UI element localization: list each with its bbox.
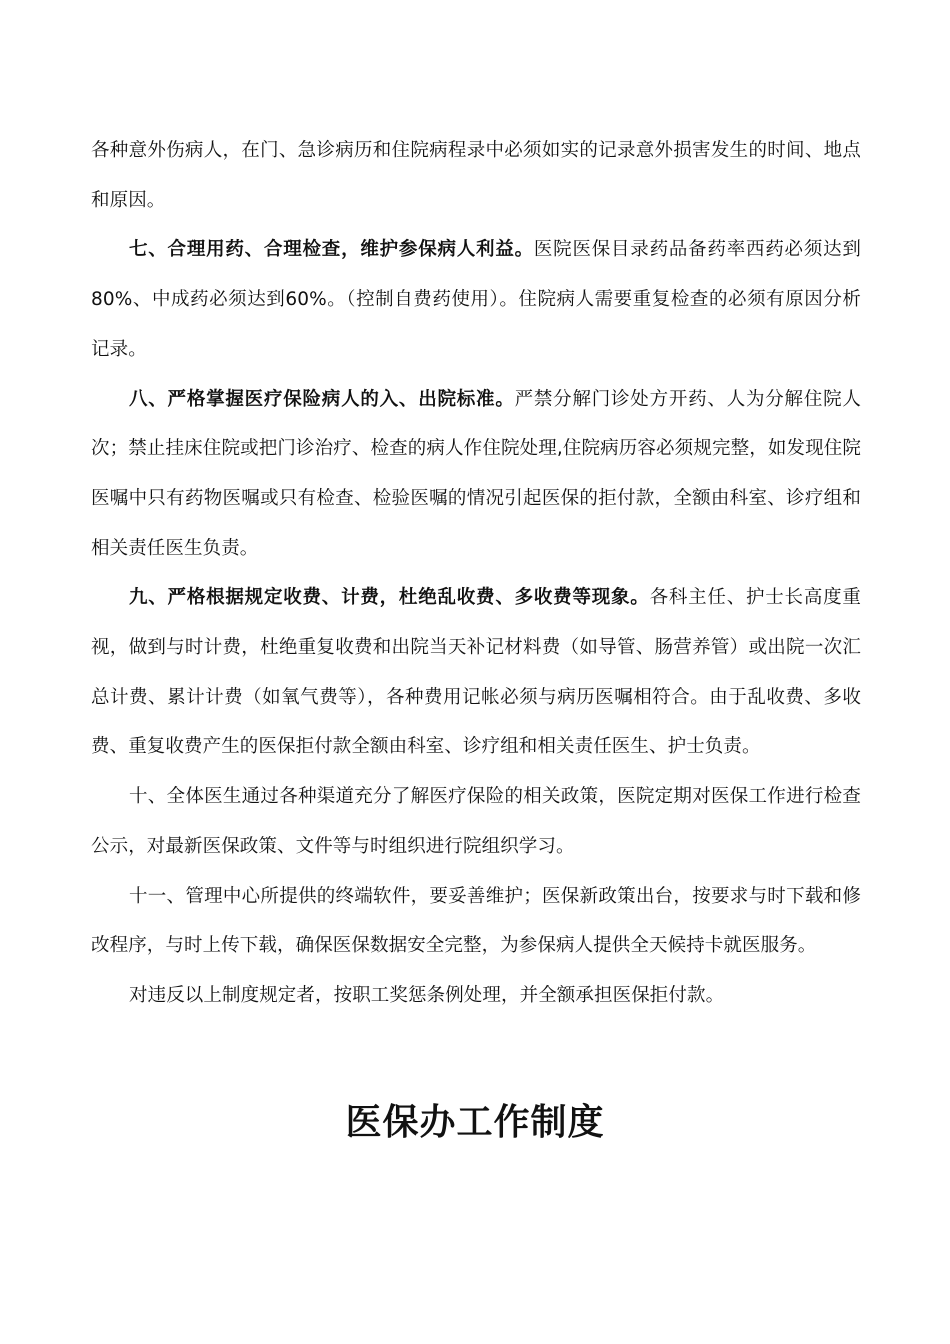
paragraph-text: 各科主任、护士长高度重视，做到与时计费，杜绝重复收费和出院当天补记材料费（如导管、肠营养管）或出院一次汇总计费、累计计费（如氧气费等），各种费用记帐必须与病历医嘱相符合。由于乱收费、多收费、重复收费产生的医保拒付款全额由科室、诊疗组和相关责任医生、护士负责。 xyxy=(91,587,862,758)
paragraph-lead: 七、合理用药、合理检查，维护参保病人利益。 xyxy=(129,239,534,261)
paragraph-admission-standards xyxy=(91,375,861,574)
paragraph-text: 十一、管理中心所提供的终端软件，要妥善维护；医保新政策出台，按要求与时下载和修改程序，与时上传下载，确保医保数据安全完整，为参保病人提供全天候持卡就医服务。 xyxy=(91,885,861,957)
paragraph-text: 严禁分解门诊处方开药、人为分解住院人次；禁止挂床住院或把门诊治疗、检查的病人作住院处理,住院病历容必须规完整，如发现住院医嘱中只有药物医嘱或只有检查、检验医嘱的情况引起医保的拒付款，全额由科室、诊疗组和相关责任医生负责。 xyxy=(91,388,861,559)
paragraph-text: 医院医保目录药品备药率西药必须达到80%、中成药必须达到60%。（控制自费药使用）。住院病人需要重复检查的必须有原因分析记录。 xyxy=(91,239,861,360)
paragraph-text: 对违反以上制度规定者，按职工奖惩条例处理，并全额承担医保拒付款。 xyxy=(129,984,725,1006)
paragraph-penalty xyxy=(91,971,861,1021)
paragraph-fee-rules xyxy=(91,573,861,772)
paragraph-text: 十、全体医生通过各种渠道充分了解医疗保险的相关政策，医院定期对医保工作进行检查公示，对最新医保政策、文件等与时组织进行院组织学习。 xyxy=(91,786,861,857)
paragraph-lead: 九、严格根据规定收费、计费，杜绝乱收费、多收费等现象。 xyxy=(129,587,650,609)
paragraph-rational-medication xyxy=(91,225,861,374)
section-heading: 医保办工作制度 xyxy=(345,1102,605,1143)
paragraph-software-maintenance xyxy=(91,872,861,971)
paragraph-policy-training xyxy=(91,772,861,871)
paragraph-accident-records xyxy=(91,126,861,225)
paragraph-lead: 八、严格掌握医疗保险病人的入、出院标准。 xyxy=(129,388,515,410)
paragraph-text: 各种意外伤病人，在门、急诊病历和住院病程录中必须如实的记录意外损害发生的时间、地点和原因。 xyxy=(91,140,861,211)
body-text xyxy=(91,126,861,1021)
